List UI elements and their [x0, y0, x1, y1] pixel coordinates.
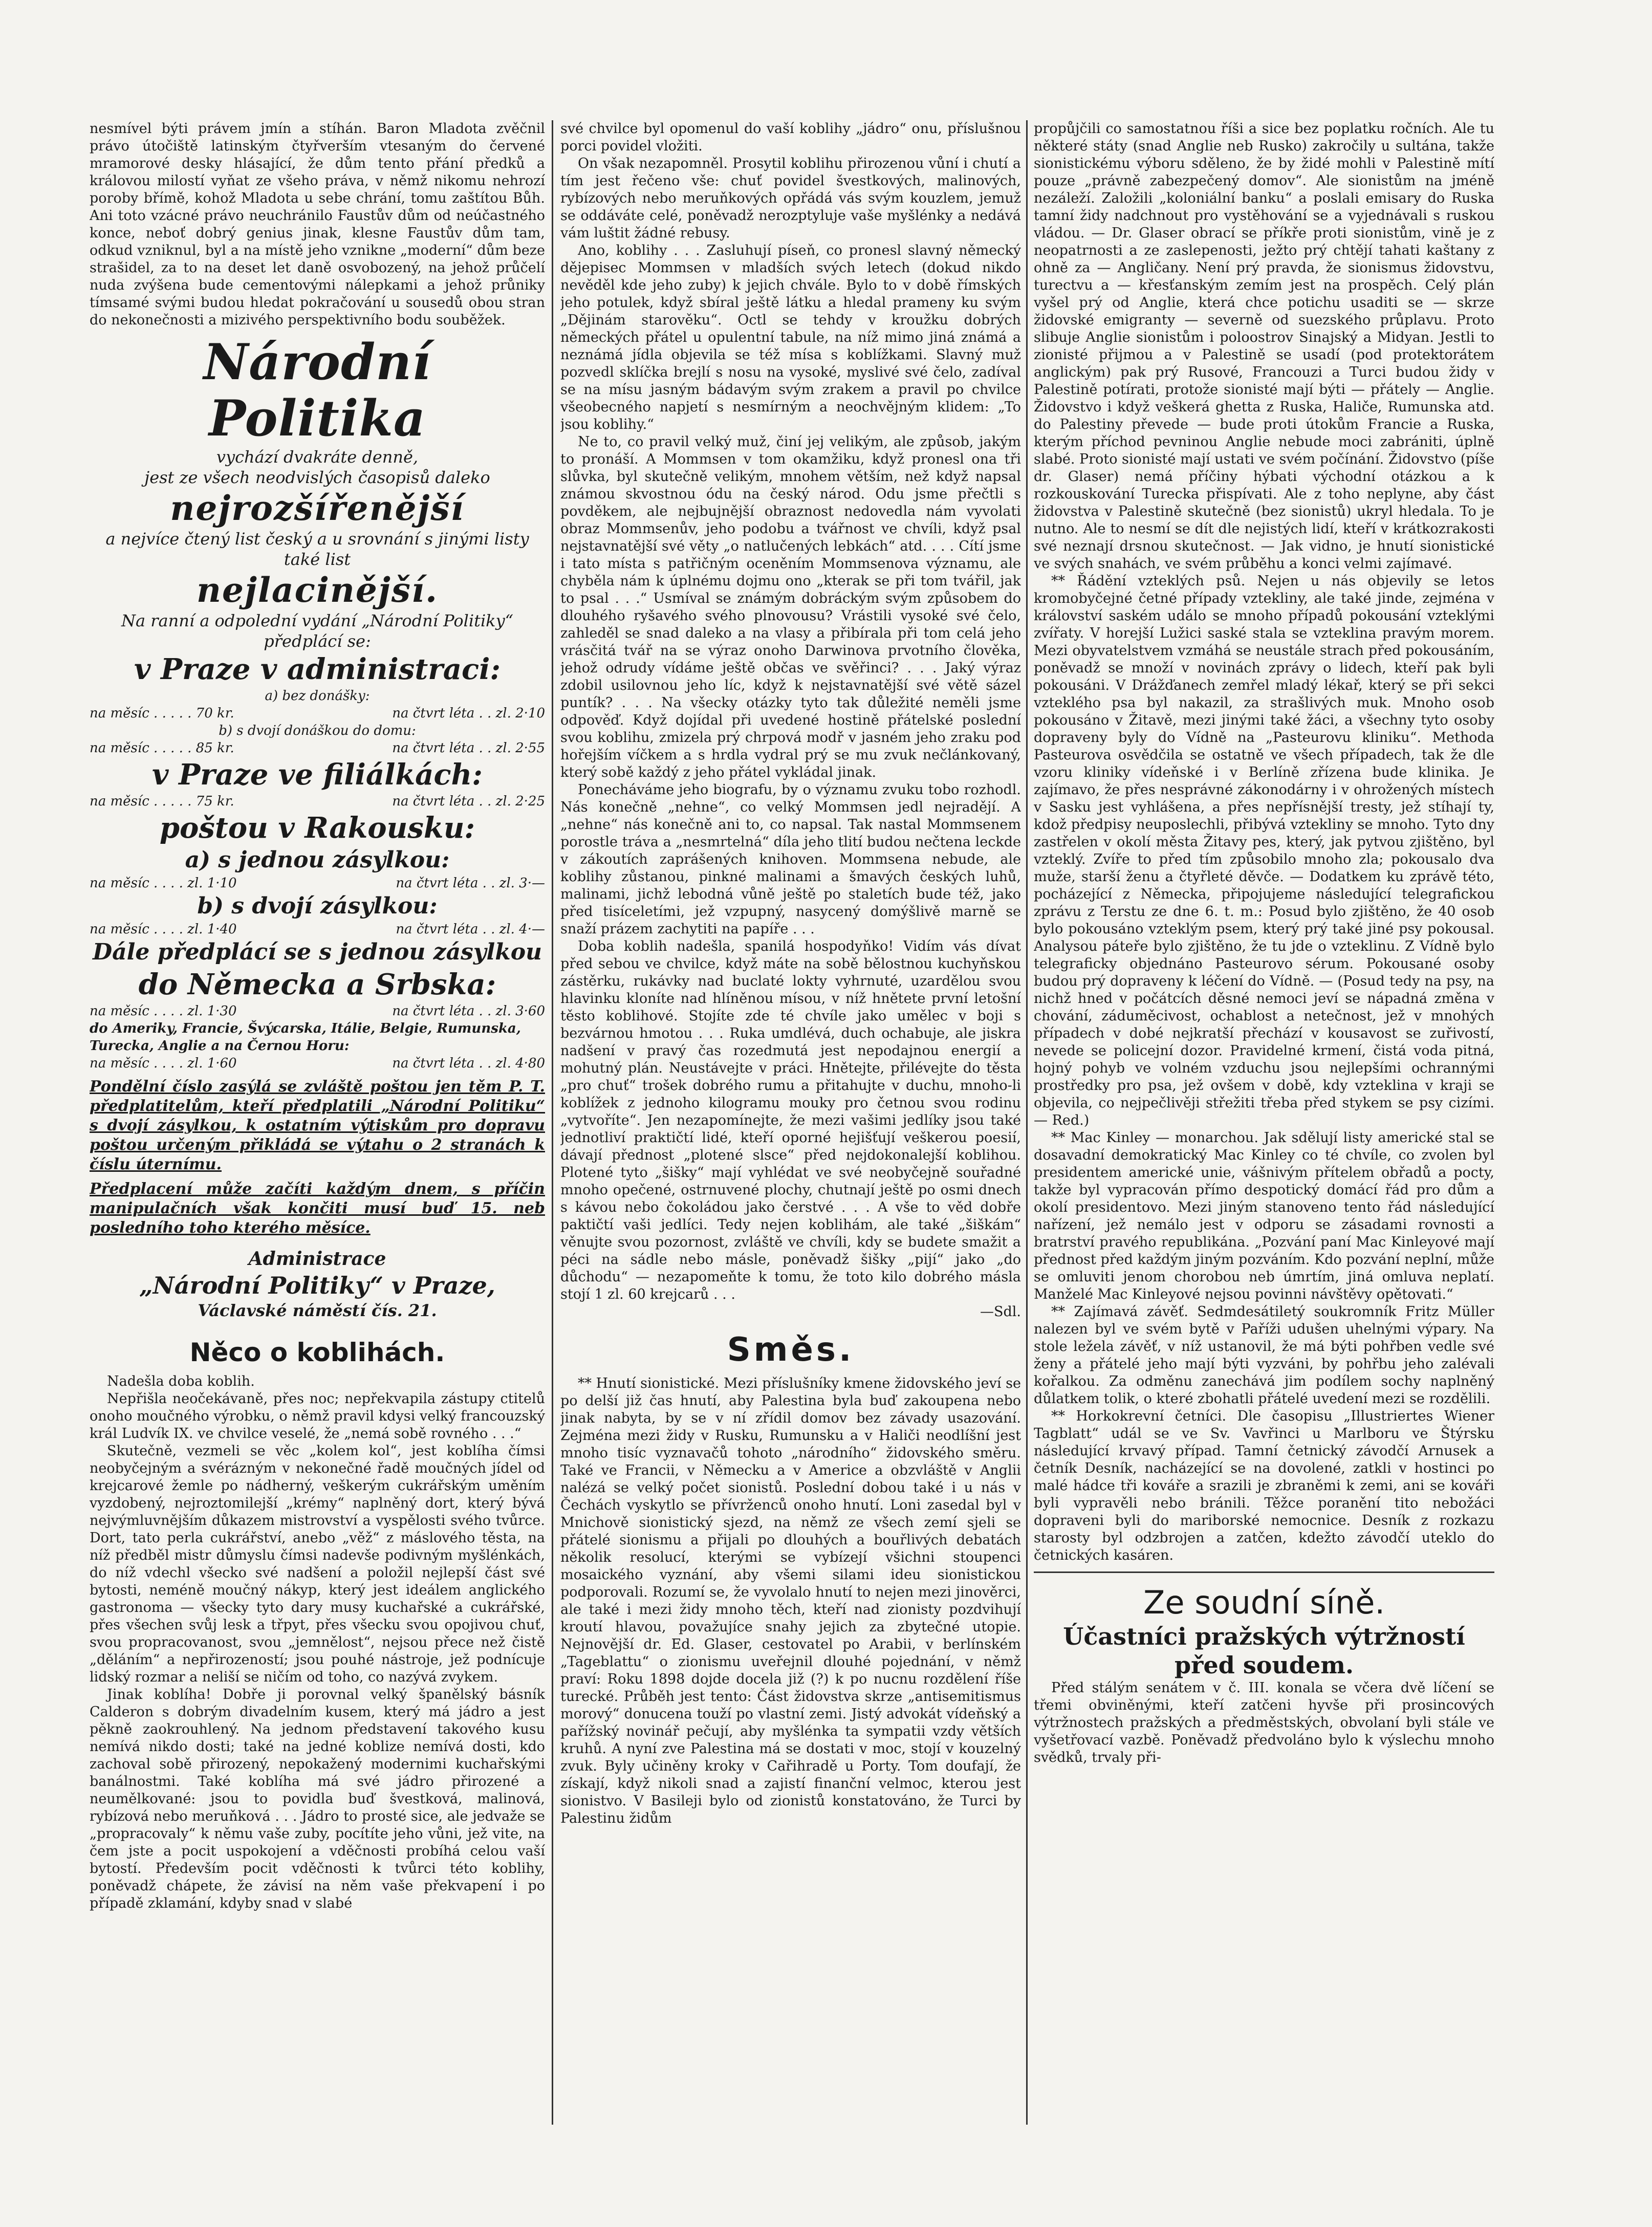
price-option: do Ameriky, Francie, Švýcarska, Itálie, Belgie, Rumunska, Turecka, Anglie a na Černou Horu: — [90, 1021, 521, 1054]
price-option: a) bez donášky: — [265, 688, 370, 704]
article-title: Něco o koblihách. — [189, 1338, 445, 1367]
column-middle — [560, 120, 1021, 2125]
ad-line: vychází dvakráte denně, — [216, 447, 419, 467]
ad-headline: nejlacinější. — [196, 570, 438, 610]
section-heading: Směs. — [727, 1331, 855, 1369]
section-divider — [1034, 1571, 1494, 1573]
article-signature: —Sdl. — [980, 1304, 1021, 1320]
news-item: ** Hnutí sionistické. Mezi příslušníky kmene židovského jeví se po delší již čas hnutí, aby Palestina byla buď zakoupena nebo jinak nabyta, by se v ní zřídil domov bez závady usazování. Zejména mezi židy v Rusku, Rumunsku a v Haliči neodlíšní jest mnoho tisíc vyznavačů tohoto „národního“ židovského směru. Také ve Francii, v Německu a v Americe a obzvláště v Anglii nalézá se velký počet sionistů. Poslední dobou také i u nás v Čechách vyskytlo se přívrženců onoho hnutí. Loni zasedal byl v Mnichově sionistický sjezd, na němž ze všech zemí sjeli se přátelé sionismu a přijali po dlouhých a bouřlivých debatách několik resolucí, kterými se vybízejí všichni stoupenci mosaického vyznání, aby všemi silami ideu sionistickou podporovali. Rozumí se, že vyvolalo hnutí to nejen mezi jinověrci, ale také i mezi židy mnoho těch, kteří nad zionisty pozdvihují kroutí hlavou, považujíce snahy jejich za zbytečné utopie. Nejnovější dr. Ed. Glaser, cestovatel po Arabii, v berlínském „Tageblattu“ o zionismu uveřejnil dlouhé pojednání, v němž praví: Roku 1898 dojde docela již (?) k po nucnu rozdělení říše turecké. Průběh jest tento: Část židovstva skrze „antisemitismus morový“ donucena touží po vlastní zemi. Jistý advokát vídeňský a pařížský novinář pečují, aby myšlénka ta sympatii vzdy větších kruhů. A nyní zve Palestina má se dostati v moc, stojí v kouzelný zvuk. Byly učiněny kroky v Cařihradě u Porty. Tom doufají, že získají, když nikoli snad a zajistí finanční velmoc, kterou jest sionistvo. V Basileji bylo od zionistů konstatováno, že Turci by Palestinu židům — [560, 1376, 1021, 1826]
price-option: Dále předplácí se s jednou zásylkou — [92, 939, 542, 965]
news-items: propůjčili co samostatnou říši a sice bez poplatku ročních. Ale tu některé státy (snad Anglie neb Rusko) zakročily u sultána, takže sionistickému výboru sděleno, že by židé mohli v Palestině mítí pouze „právně zabezpečený domov“. Ale sionistům na jméně nezáleží. Založili „koloniální banku“ a poslali emisary do Ruska tamní židy nadchnout pro vystěhování se a vyjednávali s ruskou vládou. — Dr. Glaser obrací se příkře proti sionistům, vině je z neopatrnosti a ze zaslepenosti, ježto prý chtějí tahati kaštany z ohně za — Angličany. Není prý pravda, že sionismus židovstvu, turectvu a — křesťanským zemím jest na prospěch. Celý plán vyšel prý od Anglie, která chce potichu usaditi se — skrze židovské emigranty — severně od suezského průplavu. Proto slibuje Anglie sionistům i poloostrov Sinajský a Midyan. Jestli to zionisté přijmou a v Palestině se usadí (pod protektorátem anglickým) pak prý Rusové, Francouzi a Turci budou židy v Palestině potírati, protože sionisté mají býti — přátely — Anglie. Židovstvo i když veškerá ghetta z Ruska, Haliče, Rumunska atd. do Palestiny převede — bude proti útokům Francie a Ruska, kterým příchod pevninou Anglie nebude moci zabrániti, úplně slabé. Proto sionisté mají ustati ve svém počínání. Židovstvo (píše dr. Glaser) nemá příčiny hýbati východní otázkou a k rozkouskování Turecka přispívati. Ale z toho neplyne, aby část židovstva v Palestině skutečně (bez sionistů) ukryl hledala. To je nutno. Ale to nesmí se dít dle nejistých lidí, kteří v krátkozrakosti své neznají drsnou skutečnost. — Jak vidno, je hnutí sionistické ve svých snahách, ve svém průběhu a konci velmi zajímavé. ** Řádění vzteklých psů. Nejen u nás objevily se letos kromobyčejné četné případy vztekliny, ale také jinde, zejména v království saském událo se mnoho případů pokousání vzteklými zvířaty. V horejší Lužici saské stala se vzteklina pravým morem. Mezi obyvatelstvem vzmáhá se neustále strach před pokousáním, poněvadž se množí v novinách zprávy o lidech, kteří pak byli pokousáni. V Drážďanech zemřel mladý lékař, který se při sekci vzteklého psa byl nakazil, za strašlivých muk. Mnoho osob pokousáno v Žitavě, mezi jinými také žáci, a všechny tyto osoby dopraveny byly do Vídně na „Pasteurovu kliniku“. Methoda Pasteurova osvědčila se ostatně ve všech případech, tak že dle vzoru kliniky vídeňské i v Berlíně zřízena bude klinika. Je zajímavo, že přes nesprávné zákonodárny i v ohrožených místech v Sasku jest vyhlášena, a přes nepřísnější tresty, jež stíhají ty, kdož předpisy neuposlechli, přibývá vztekliny se mnoho. Tyto dny zastřelen v okolí města Žitavy pes, který, jak pytvou zjištěno, byl vzteklý. Zvíře to před tím způsobilo mnoho zla; pokousalo dva muže, starší ženu a čtyřleté děvče. — Dodatkem ku zprávě této, pocházející z Německa, připojujeme následující telegrafickou zprávu z Terstu ze dne 6. t. m.: Posud bylo zjištěno, že 40 osob bylo pokousáno vzteklým psem, který prý také jiné psy pokousal. Analysou páteře bylo zjištěno, že tu jde o vzteklinu. Z Vídně bylo telegraficky objednáno Pasteurovo sérum. Pokousané osoby budou prý dopraveny k léčení do Vídně. — (Posud tedy na psy, na nichž hned v počátcích děsné nemoci jeví se nápadná změna v chování, záduměcivost, ochablost a netečnost, jež v mnohých případech v dobé nejkratší přechází v kousavost se zuřivostí, nevede se policejní dozor. Pravidelné krmení, čistá voda pitná, hojný pohyb ve volném vzduchu jsou nejlepšími ochrannými prostředky pro psa, jež ovšem v době, kdy vzteklina v kraji se objevila, co nejpečlivěji střežiti třeba před stykem se psy cizími. — Red.) ** Mac Kinley — monarchou. Jak sdělují listy americké stal se dosavadní demokratický Mac Kinley co té chvíle, co zvolen byl presidentem americké unie, vášnivým přítelem obřadů a pocty, takže byl vypracován přímo despotický domácí řád pro dům a okolí presidentovo. Mezi jiným stanoveno tento řád následující nařízení, jež nemálo jest v odporu se zásadami rovnosti a bratrství pravého republikána. „Pozvání paní Mac Kinleyové mají přednost před každým jiným pozváním. Kdo pozvání neplní, může se omluviti jenom chorobou neb úmrtím, jiná omluva neplatí. Manželé Mac Kinleyové nejsou povinni návštěvy opětovati.“ ** Zajímavá závěť. Sedmdesátiletý soukromník Fritz Müller nalezen byl ve svém bytě v Paříži udušen uhelnými výpary. Na stole ležela závěť, v níž ustanovil, že má býti pohřben vedle své ženy a přátelé jeho mají býti vyzváni, by pohřbu jeho zalévali kořalkou. Za odměnu zanechává jim podílem sochy naplněný důlatkem tolik, o které zbohatli přátelé uvedení mezi se rozdělili. ** Horkokrevní četníci. Dle časopisu „Illustriertes Wiener Tagblatt“ udál se ve Sv. Vavřinci u Marlboru ve Štýrsku následující krvavý případ. Tamní četnický závodčí Arnusek a četník Desník, nacházející se na dovolené, zatkli v hostinci po malé hádce tři kováře a srazili je zbraněmi k zemi, ani se kováři byli vypravěli nebo bránili. Těžce poranění tito nebožáci dopraveni byli do mariborské nemocnice. Desník z rozkazu starosty byl odzbrojen a zatčen, kdežto závodčí uteklo do četnických kasáren. — [1034, 121, 1494, 1563]
price-row: na měsíc . . . . . 70 kr. na čtvrt léta . . zl. 2·10 — [90, 706, 545, 721]
section-heading: Ze soudní síně. — [1143, 1584, 1385, 1621]
article-body: své chvilce byl opomenul do vaší koblihy „jádro“ onu, příslušnou porci povidel vložiti. On však nezapomněl. Prosytil koblihu přirozenou vůní i chutí a tím jest řečeno vše: chuť povidel švestkových, malinových, rybízových nebo meruňkových opřádá vás svým kouzlem, jemuž se oddáváte celé, poněvadž nerozptyluje vaše myšlénky a nedává vám luštit žádné rebusy. Ano, koblihy . . . Zasluhují píseň, co pronesl slavný německý dějepisec Mommsen v mladších svých letech (dokud nikdo nevěděl kde jeho zuby) k jejich chvále. Bylo to v době římských jeho potulek, když sbíral ještě látku a hledal prameny ku svým „Dějinám starověku“. Octl se tehdy v kroužku dobrých německých přátel u opulentní tabule, na níž mimo jiná známá a neznámá jídla objevila se též mísa s koblížkami. Slavný muž pozvedl sklíčka brejlí s nosu na vysoké, myslivé své čelo, zadíval se na mísu jasným bádavým svým zrakem a pravil po chvilce všeobecného napjetí s nesmírným a neochvějným klidem: „To jsou koblihy.“ Ne to, co pravil velký muž, činí jej velikým, ale způsob, jakým to pronáší. A Mommsen v tom okamžiku, když pronesl ona tři slůvka, byl skutečně velikým, mnohem větším, než když napsal známou skvostnou ódu na český národ. Odu jsme přečtli s povděkem, ale nejbujnější obraznost nedovedla nám vyvolati obraz Mommsenův, jeho podobu a tvářnost ve chvíli, když psal nejstavnatější své věty „o natlučených lebkách“ atd. . . . Cítí jsme i tato místa s patřičným oceněním Mommsenova významu, ale chyběla nám k úplnému dojmu ono „kterak se při tom tvářil, jak to psal . . .“ Usmíval se známým dobráckým svým způsobem do dlouhého ryšavého svého plnovousu? Vrástili vysoké své čelo, zahleděl se snad daleko a na vlasy a přibírala při tom celá jeho vrásčitá tvář na se výraz onoho Darwinova prvotního člověka, jehož odrudy vídáme ještě občas ve svěřinci? . . . Jaký výraz zdobil usilovnou jeho líc, když k nejstavnatější své větě sázel puntík? . . . Na všecky otázky tyto tak důležité neměli jsme odpověď. Když dojídal při uvedené hostině přátelské poslední svou koblihu, zmizela prý chrpová modř v jasném jeho zraku pod hořejším víčkem a s hrdla vydral prý se mu zvuk nečlánkovaný, který sobě každý z jeho přátel vykládal jinak. Ponecháváme jeho biografu, by o významu zvuku tobo rozhodl. Nás konečně „nehne“, co velký Mommsen jedl nejradějí. A „nehne“ nás konečně ani to, co napsal. Tak nastal Mommsenem porostle tráva a „nesmrtelná“ díla jeho tlití budou nečtena leckde v zákoutích zaprášených knihoven. Mommsena nebude, ale koblihy zůstanou, pinkné malinami a šmavých českých luhů, malinami, jichž lebodná vůně ještě po staletích bude též, jako před tisíceletími, jež vzpupný, nasycený domýšlivě marně se snaží prázem zachytiti na papíře . . . Doba koblih nadešla, spanilá hospodyňko! Vidím vás dívat před sebou ve chvilce, když máte na sobě bělostnou kuchyňskou zástěrku, rukávky nad buclaté lokty vyhrnuté, uzardělou svou hlavinku kloníte nad hlíněnou mísou, v níž hnětete první letošní těsto koblihové. Stojíte zde té chvíle jako umělec v boji s bezvárnou hmotou . . . Ruka umdlévá, duch ochabuje, ale jiskra nadšení v pravý čas rozedmutá jest nepodajnou energií a mohutný plán. Neustávejte v práci. Hnětejte, přilévejte do těsta „pro chuť“ trošek dobrého rumu a přitahujte v duchu, mnoho-li koblížek z jednoho kilogramu mouky pro četnou svou rodinu „vytvoříte“. Jen nezapomínejte, že mezi vašimi jedlíky jsou také jednotliví praktičtí lidé, kteří oporné hejišťují veškerou poesií, dávají přednost „plotené slsce“ před nejdokonalejší koblihou. Plotené tyto „šišky“ mají vyhlédat ve své neobyčejně souřadné mnoho opečené, ostrnuvené plochy, chutnají ještě po osmi dnech s kávou nebo čokoládou jako čerstvé . . . A vše to věd dobře paktičtí vaši jedlíci. Tedy nejen koblihám, ale také „šiškám“ věnujte svou pozornost, zvláště ve chvíli, kdy se budete smažit a péci na sádle nebo másle, poněvadž šišky „pijí“ jako „do důchodu“ — nezapomeňte k tomu, že toto kilo dobrého másla stojí 1 zl. 60 krejcarů . . . —Sdl. — [560, 121, 1021, 1320]
price-row: na měsíc . . . . zl. 1·30 na čtvrt léta . . zl. 3·60 — [90, 1003, 545, 1019]
price-row: na měsíc . . . . . 85 kr. na čtvrt léta . . zl. 2·55 — [90, 740, 545, 756]
price-section-heading: do Německa a Srbska: — [138, 968, 496, 1001]
price-option: b) s dvojí donáškou do domu: — [219, 723, 416, 738]
column-rule — [552, 120, 553, 2125]
article-title: Účastníci pražských výtržností před soudem. — [1063, 1623, 1465, 1679]
admin-address: Václavské náměstí čís. 21. — [198, 1301, 437, 1320]
ad-note: Předplacení může začíti každým dnem, s příčin manipulačních však končiti musí buď 15. neb posledního toho kterého měsíce. — [90, 1180, 545, 1237]
price-row: na měsíc . . . . . 75 kr. na čtvrt léta . . zl. 2·25 — [90, 794, 545, 809]
price-section-heading: v Praze ve filiálkách: — [152, 758, 483, 792]
price-option: a) s jednou zásylkou: — [185, 847, 450, 873]
column-rule — [1026, 120, 1028, 2125]
price-option: b) s dvojí zásylkou: — [197, 893, 438, 919]
subscription-ad — [90, 334, 545, 1321]
admin-name: „Národní Politiky“ v Praze, — [139, 1272, 495, 1299]
column-right — [1034, 120, 1494, 2125]
ad-title: Národní Politika — [203, 333, 431, 447]
admin-heading: Administrace — [248, 1248, 386, 1270]
continued-paragraph: nesmível býti právem jmín a stíhán. Baron Mladota zvěčnil právo útočiště latinským čtyřverším vtesaným do červené mramorové desky hlásající, že dům tento přání předků a královou milostí vyňat ze všeho práva, v němž nikomu nehrozí poroby břímě, kohož Mladota u sebe chrání, tomu zaštítou Bůh. Ani toto vzácné právo neuchránilo Faustův dům od neúčastného konce, neboť dobrý genius jinak, klesne Faustův dům tam, odkud vzniknul, byl a na místě jeho vznikne „moderní“ dům beze strašidel, za to na deset let daně osvobozený, na jehož průčelí nuda zvýšena bude cementovými nálepkami a jehož průniky tímsamé svými budou hledat pokračování u sousedů obou stran do nekonečnosti a mizivého perspektivního bodu souběžek. — [90, 121, 545, 328]
price-section-heading: v Praze v administraci: — [134, 652, 501, 686]
price-section-heading: poštou v Rakousku: — [159, 811, 475, 845]
price-row: na měsíc . . . . zl. 1·40 na čtvrt léta . . zl. 4·— — [90, 922, 545, 937]
price-row: na měsíc . . . . zl. 1·60 na čtvrt léta . . zl. 4·80 — [90, 1056, 545, 1071]
ad-note: Pondělní číslo zasýlá se zvláště poštou jen těm P. T. předplatitelům, kteří předplatili „Národní Politiku“ s dvojí zásylkou, k ostatním výtiskům pro dopravu poštou určeným přikládá se výtahu o 2 stranách k číslu úternímu. — [90, 1078, 545, 1173]
price-row: na měsíc . . . . zl. 1·10 na čtvrt léta . . zl. 3·— — [90, 876, 545, 891]
ad-line: Na ranní a odpolední vydání „Národní Politiky“ předplácí se: — [121, 611, 513, 651]
ad-line: jest ze všech neodvislých časopisů daleko — [144, 468, 490, 487]
article-body: Před stálým senátem v č. III. konala se včera dvě líčení se třemi obviněnými, kteří zatčeni hyvše při prosincových výtržnostech pražských a předměstských, obvolaní byli stále ve vyšetřovací vazbě. Poněvadž předvoláno bylo k výslechu mnoho svědků, trvaly při- — [1034, 1680, 1494, 1765]
column-left — [90, 120, 545, 2125]
ad-headline: nejrozšířenější — [170, 488, 465, 528]
article-body: Nadešla doba koblih. Nepřišla neočekávaně, přes noc; nepřekvapila zástupy ctitelů onoho moučného výrobku, o němž pravil kdysi velký francouzský král Ludvík IX. ve chvilce veselé, že „nemá sobě rovného . . .“ Skutečně, vezmeli se věc „kolem kol“, jest koblíha čímsi neobyčejným a svérázným v nekonečné řadě moučných jídel od krejcarové žemle po nádherný, veškerým cukrářským uměním vyzdobený, nejroztomilejší „krémy“ naplněný dort, který bývá nejvýmluvnějším důkazem mistrovství a vyspělosti svého tvůrce. Dort, tato perla cukrářství, anebo „věž“ z máslového těsta, na níž předběl mistr důmyslu čímsi nadevše podivným myšlénkách, do níž vdechl všecko své nadšení a položil nejlepší část své bytosti, neméně moučný nákyp, který jest ideálem anglického gastronoma — všecky tyto dary musy kuchařské a cukrářské, přes všechen svůj lesk a třpyt, přes všecku svou opojivou chuť, svou propracovanost, svou „jemnělost“, nejsou přece než čistě „děláním“ a nepřirozeností; jsou pouhé nástroje, jež podnícuje lidský rozmar a neliší se ničím od toho, co nazývá zvykem. Jinak koblíha! Dobře ji porovnal velký španělský básník Calderon s dobrým divadelním kusem, který má jádro a jest pěkně zaokrouhlený. Na jednom představení takového kusu nemívá nikdo dosti; také na jedné koblize nemívá dosti, kdo zachoval sobě přirozený, nepokažený modernimi kuchařskými banálnostmi. Také koblíha má své jádro přirozené a neumělkované: jsou to povidla buď švestková, malinová, rybízová nebo meruňková . . . Jádro to prosté sice, ale jedvaže se „propracovaly“ k němu vaše zuby, pocítíte jeho vůni, jež vite, na čem jste a pocit uspokojení a vděčnosti probíhá celou vaší bytostí. Především pocit vděčnosti k tvůrci této koblihy, poněvadž chápete, že závisí na něm vaše překvapení i po případě zklamání, kdyby snad v slabé — [90, 1373, 545, 1911]
ad-line: a nejvíce čtený list český a u srovnání s jinými listy také list — [105, 529, 529, 569]
